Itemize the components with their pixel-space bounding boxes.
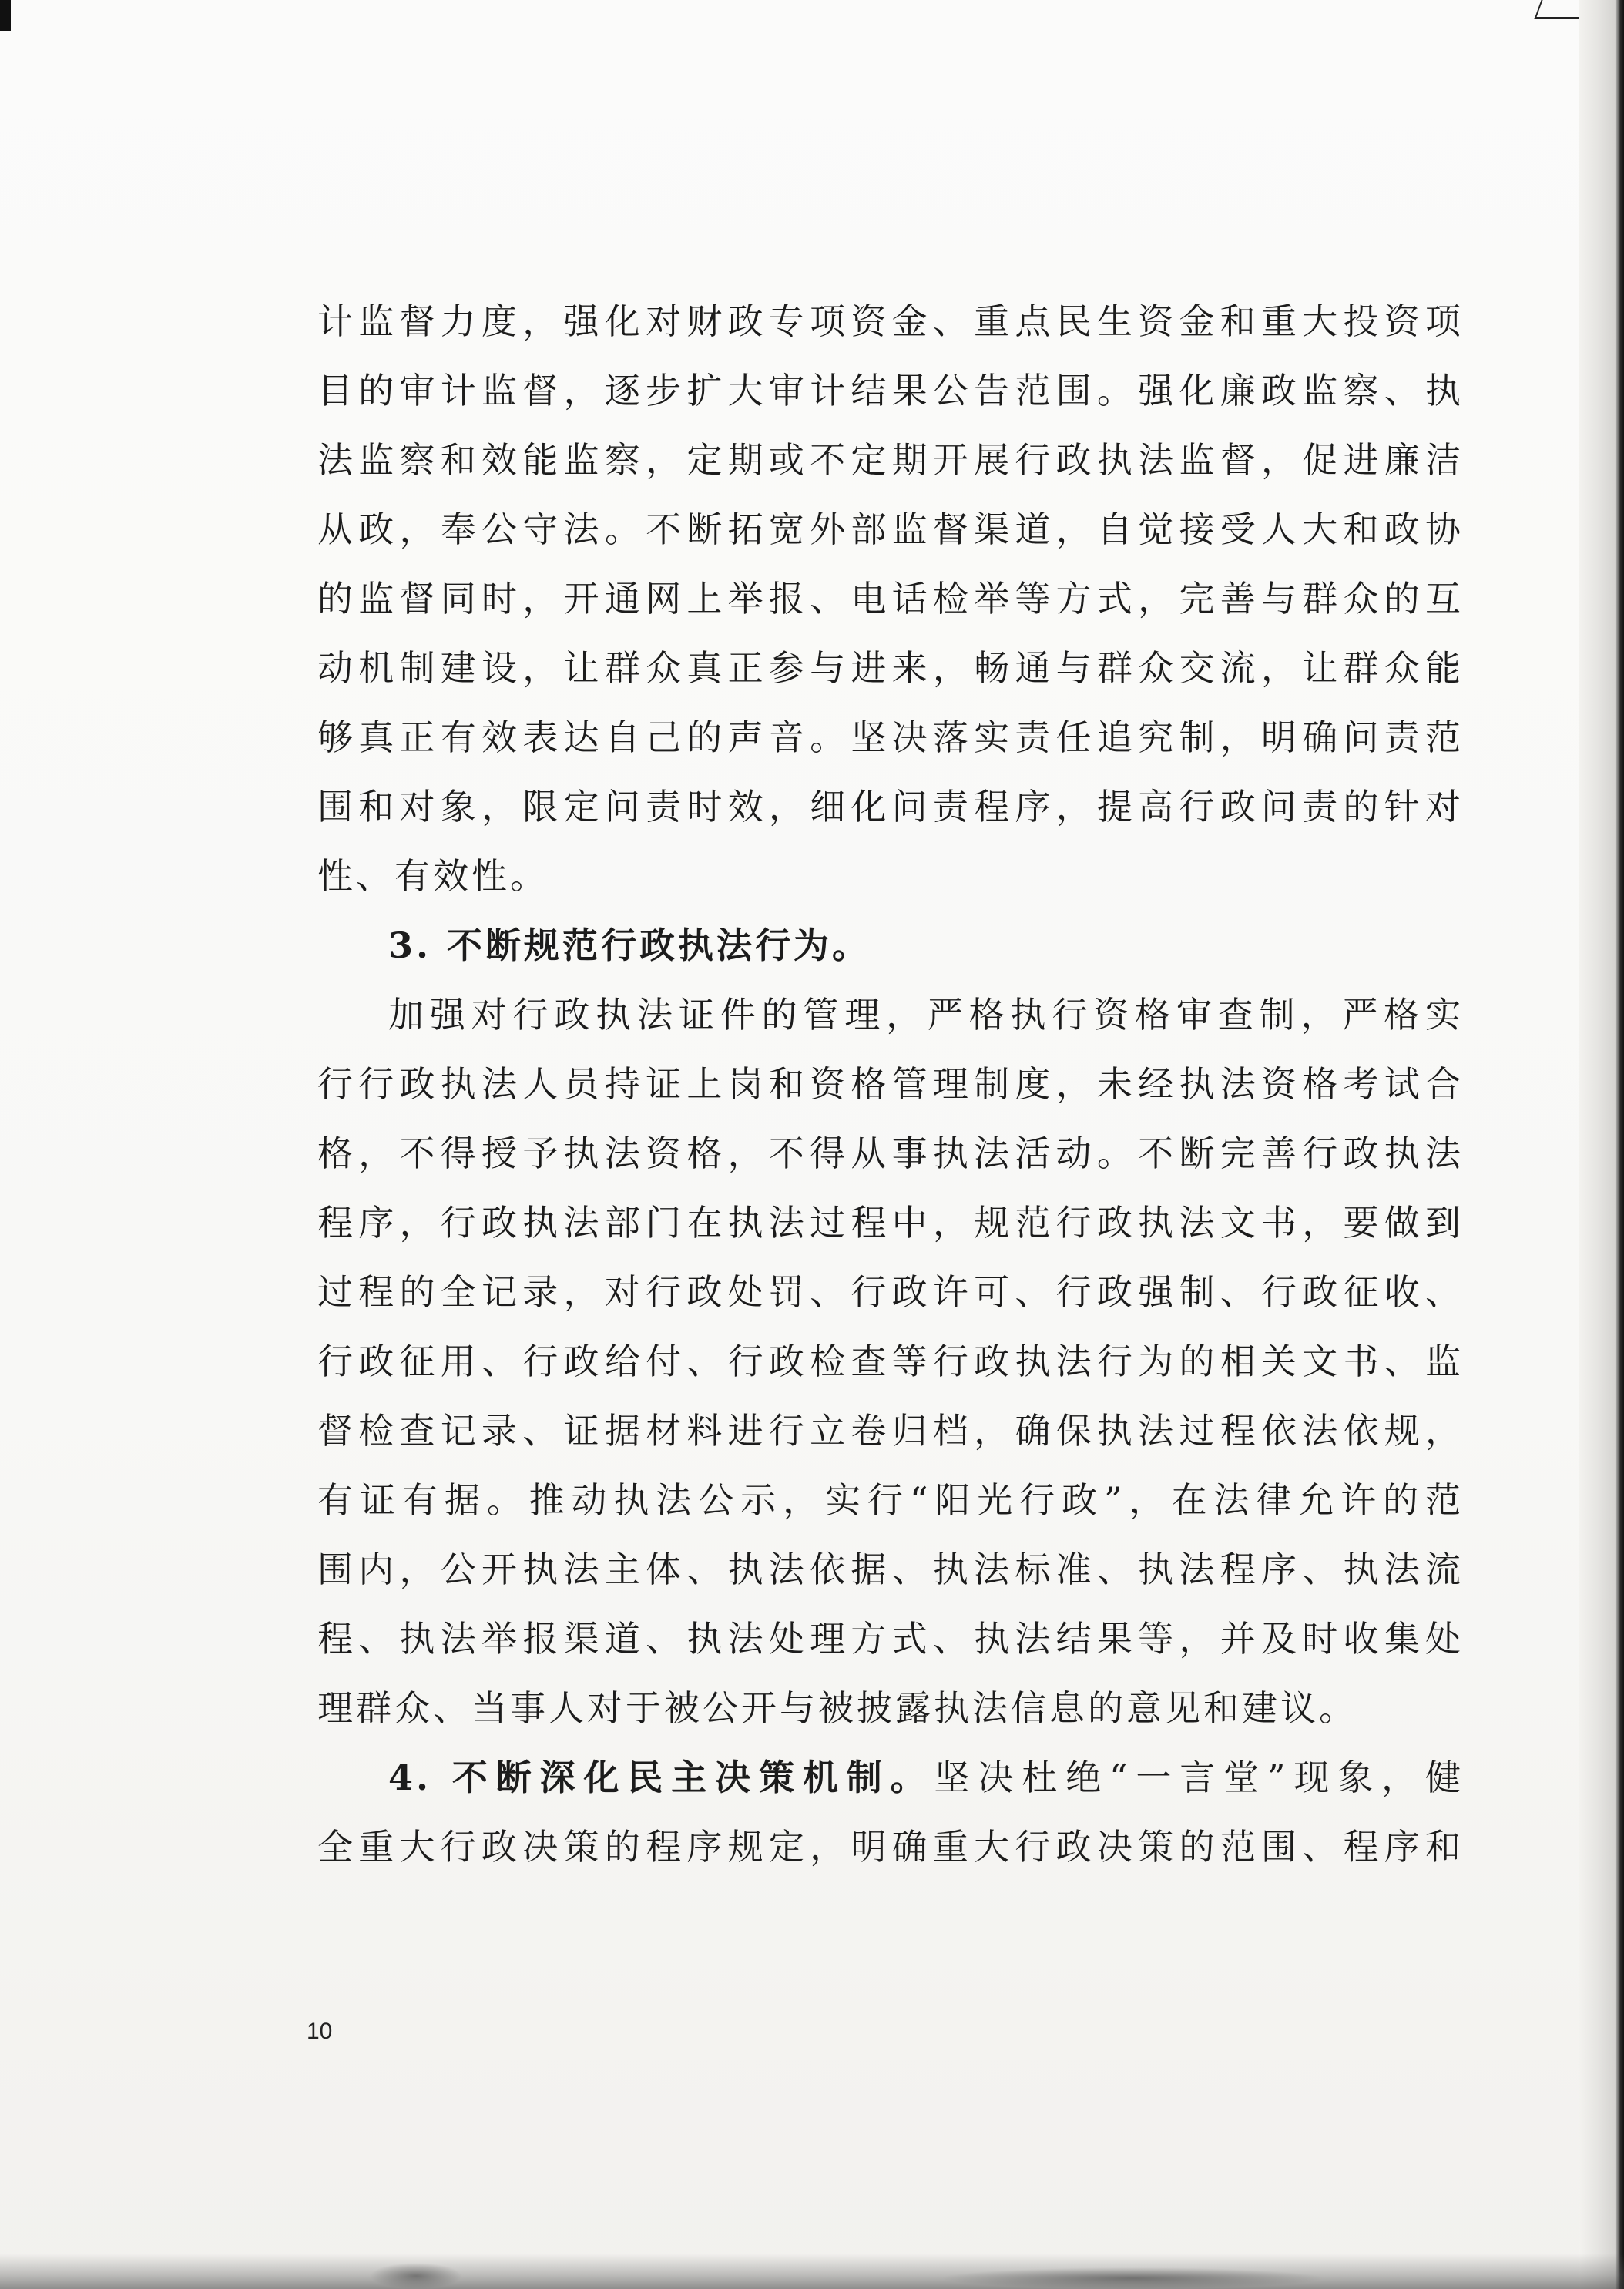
text-line: 法监察和效能监察，定期或不定期开展行政执法监督，促进廉洁	[317, 439, 1464, 481]
text-line: 性、有效性。	[317, 855, 549, 897]
text-line: 目的审计监督，逐步扩大审计结果公告范围。强化廉政监察、执	[317, 370, 1464, 411]
text-line: 格，不得授予执法资格，不得从事执法活动。不断完善行政执法	[317, 1133, 1464, 1174]
text-line: 围和对象，限定问责时效，细化问责程序，提高行政问责的针对	[317, 786, 1464, 827]
scan-edge-mark	[0, 0, 11, 31]
section-4-heading: 4. 不断深化民主决策机制。	[388, 1757, 934, 1798]
scan-smudge	[370, 2263, 462, 2289]
scan-bottom-shadow	[0, 2254, 1624, 2289]
text-line: 的监督同时，开通网上举报、电话检举等方式，完善与群众的互	[317, 578, 1464, 619]
body-text	[317, 287, 1464, 1881]
text-line: 程序，行政执法部门在执法过程中，规范行政执法文书，要做到	[317, 1202, 1464, 1244]
text-line: 程、执法举报渠道、执法处理方式、执法结果等，并及时收集处	[317, 1618, 1464, 1660]
text-line: 加强对行政执法证件的管理，严格执行资格审查制，严格实	[388, 994, 1464, 1035]
page-right-edge-shadow	[1579, 0, 1624, 2289]
section-3-heading: 3. 不断规范行政执法行为。	[388, 925, 871, 966]
section-4-text: 坚决杜绝“一言堂”现象，健	[934, 1757, 1464, 1798]
scan-smudge	[940, 2267, 1325, 2289]
text-line: 计监督力度，强化对财政专项资金、重点民生资金和重大投资项	[317, 300, 1464, 342]
page-number: 10	[307, 2019, 333, 2044]
text-line: 围内，公开执法主体、执法依据、执法标准、执法程序、执法流	[317, 1549, 1464, 1590]
text-line: 行政征用、行政给付、行政检查等行政执法行为的相关文书、监	[317, 1341, 1464, 1382]
section-4-first-line	[317, 1743, 1464, 1812]
text-line: 全重大行政决策的程序规定，明确重大行政决策的范围、程序和	[317, 1826, 1464, 1868]
text-line: 理群众、当事人对于被公开与被披露执法信息的意见和建议。	[317, 1687, 1357, 1729]
text-line: 从政，奉公守法。不断拓宽外部监督渠道，自觉接受人大和政协	[317, 508, 1464, 550]
text-line: 督检查记录、证据材料进行立卷归档，确保执法过程依法依规，	[317, 1410, 1464, 1452]
text-line: 动机制建设，让群众真正参与进来，畅通与群众交流，让群众能	[317, 647, 1464, 689]
text-line: 有证有据。推动执法公示，实行“阳光行政”，在法律允许的范	[317, 1479, 1464, 1521]
text-line: 行行政执法人员持证上岗和资格管理制度，未经执法资格考试合	[317, 1063, 1464, 1105]
text-line: 够真正有效表达自己的声音。坚决落实责任追究制，明确问责范	[317, 717, 1464, 758]
text-line: 过程的全记录，对行政处罚、行政许可、行政强制、行政征收、	[317, 1271, 1464, 1313]
